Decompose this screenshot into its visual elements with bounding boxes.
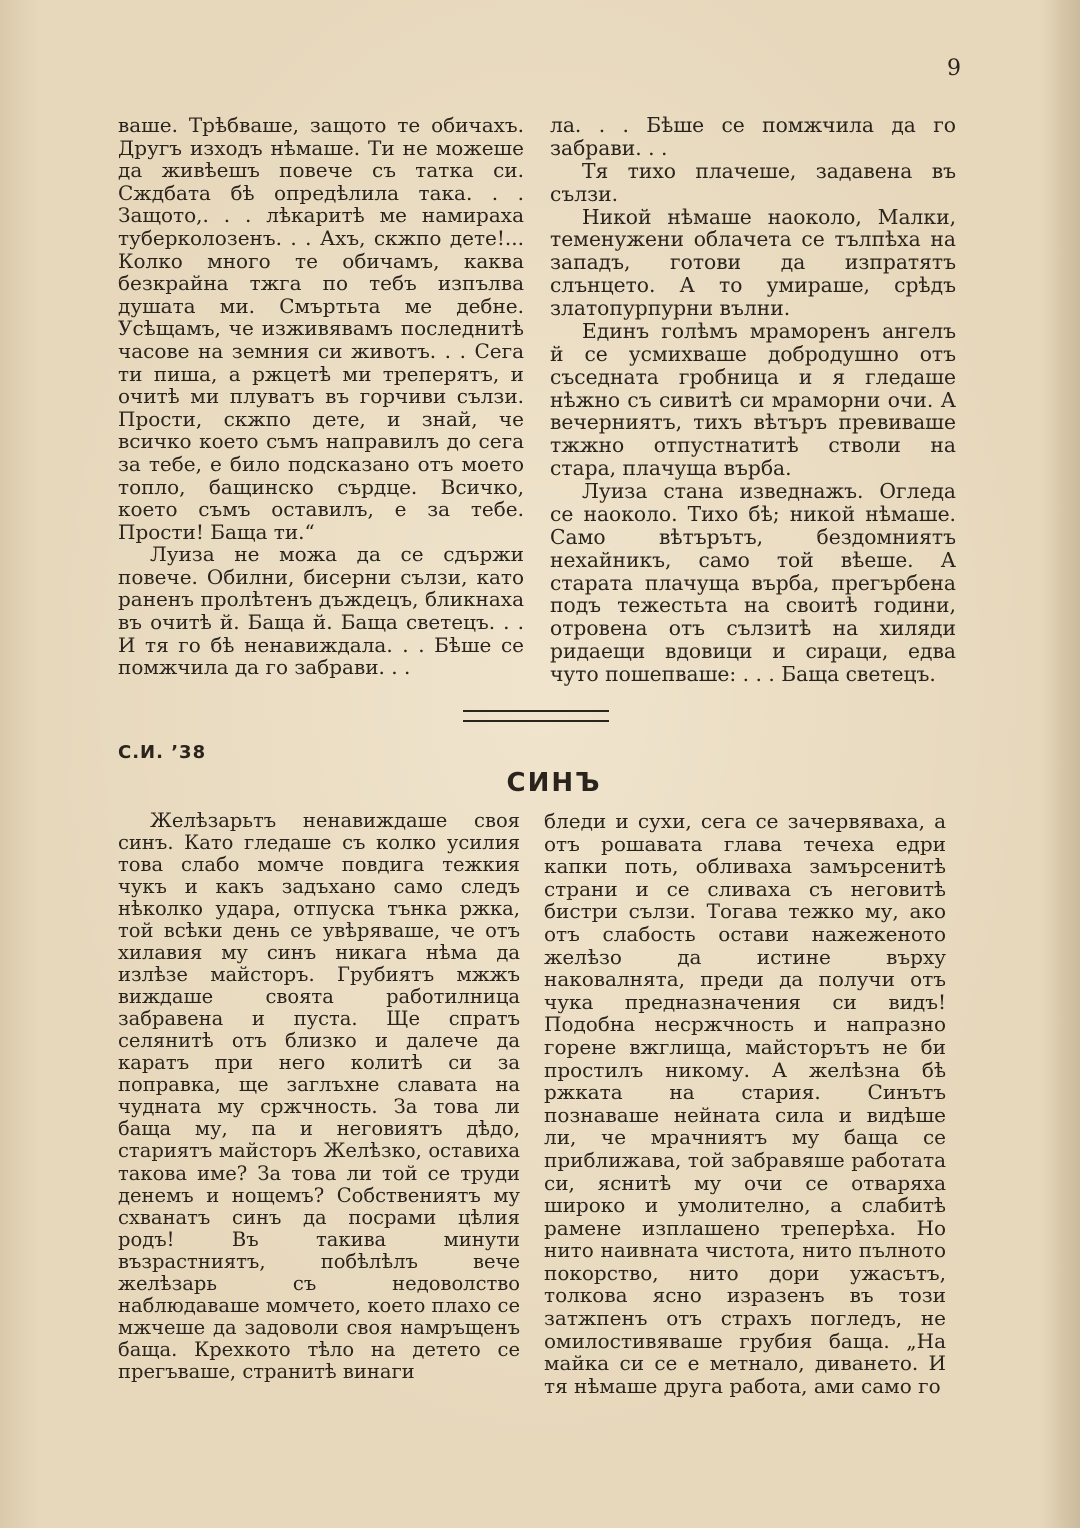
top-left-paragraph-2: Луиза не можа да се сдържи повече. Обилни, бисерни сълзи, като раненъ пролѣтенъ дъждецъ, бликнаха въ очитѣ й. Баща й. Баща светецъ. . . И тя го бѣ ненавиждала. . . Бѣше се помжчила да го забрави. . . bbox=[118, 542, 524, 680]
bottom-right-column bbox=[544, 810, 946, 1397]
bottom-right-paragraph-1: бледи и сухи, сега се зачервяваха, а отъ рошавата глава течеха едри капки поть, обливаха замърсенитѣ страни и се сливаха съ неговитѣ бистри сълзи. Тогава тежко му, ако отъ слабость остави нажеженото желѣзо да истине върху наковалнята, преди да получи отъ чука предназначения си видъ! Подобна несржчность и напразно горене вжглища, майсторътъ не би простилъ никому. А желѣзна бѣ ржката на стария. Синътъ познаваше нейната сила и видѣше ли, че мрачниятъ му баща се приближава, той забравяше работата си, яснитѣ му очи се отваряха широко и умолително, а слабитѣ рамене изплашено треперѣха. Но нито наивната чистота, нито пълното покорство, нито дори ужасътъ, толкова ясно изразенъ въ този затжпенъ отъ страхъ погледъ, не омилостивяваше грубия баща. „На майка си се е метнало, диването. И тя нѣмаше друга работа, ами само го bbox=[544, 809, 946, 1398]
bottom-left-paragraph-1: Желѣзарьтъ ненавиждаше своя синъ. Като гледаше съ колко усилия това слабо момче повдига тежкия чукъ и какъ задъхано само следъ нѣколко удара, отпуска тънка ржка, той всѣки день се увѣряваше, че отъ хилавия му синъ никага нѣма да излѣзе майсторъ. Грубиятъ мжжъ виждаше своята работилница забравена и пуста. Ще спратъ селянитѣ отъ близко и далече да каратъ при него колитѣ си за поправка, ще заглъхне славата на чудната му сржчность. За това ли баща му, па и неговиятъ дѣдо, стариятъ майсторъ Желѣзко, оставиха такова име? За това ли той се труди денемъ и нощемъ? Собствениятъ му схванатъ синъ да посрами цѣлия родъ! Въ такива минути възрастниятъ, побѣлѣлъ вече желѣзарь съ недоволство наблюдаваше момчето, което плахо се мжчеше да задоволи своя намръщенъ баща. Крехкото тѣло на детето се прегъваше, странитѣ винаги bbox=[118, 809, 520, 1383]
page-number: 9 bbox=[947, 56, 962, 81]
section-divider bbox=[463, 710, 609, 722]
top-left-column bbox=[118, 114, 524, 679]
author-signature: С.И. ’38 bbox=[118, 742, 207, 763]
story-title: СИНЪ bbox=[506, 768, 602, 798]
top-right-paragraph-3: Никой нѣмаше наоколо, Малки, теменужени облачета се тълпѣха на западъ, готови да изпратятъ слънцето. А то умираше, срѣдъ златопурпурни вълни. bbox=[550, 204, 956, 320]
top-right-column bbox=[550, 114, 956, 686]
top-left-paragraph-1: ваше. Трѣбваше, защото те обичахъ. Другъ изходъ нѣмаше. Ти не можеше да живѣешъ повече съ татка си. Сждбата бѣ опредѣлила така. . . Защото,. . . лѣкаритѣ ме намираха туберколозенъ. . . Ахъ, скжпо дете!... Колко много те обичамъ, каква безкрайна тжга по тебъ изпълва душата ми. Смъртьта ме дебне. Усѣщамъ, че изживявамъ последнитѣ часове на земния си животъ. . . Сега ти пиша, а ржцетѣ ми треперятъ, и очитѣ ми плуватъ въ горчиви сълзи. Прости, скжпо дете, и знай, че всичко което съмъ направилъ до сега за тебе, е било подсказано отъ моето топло, бащинско сърдце. Всичко, което съмъ оставилъ, е за тебе. Прости! Баща ти.“ bbox=[118, 113, 524, 544]
bottom-left-column bbox=[118, 810, 520, 1383]
top-right-paragraph-5: Луиза стана изведнажъ. Огледа се наоколо. Тихо бѣ; никой нѣмаше. Само вѣтърътъ, бездомниятъ нехайникъ, само той вѣеше. А старата плачуща върба, прегърбена подъ тежестьта на своитѣ години, отровена отъ сълзитѣ на хиляди ридаещи вдовици и сираци, едва чуто пошепваше: . . . Баща светецъ. bbox=[550, 479, 956, 686]
top-right-paragraph-2: Тя тихо плачеше, задавена въ сълзи. bbox=[550, 158, 956, 206]
top-right-paragraph-4: Единъ голѣмъ мраморенъ ангелъ й се усмихваше добродушно отъ съседната гробница и я гледаше нѣжно съ сивитѣ си мраморни очи. А вечерниятъ, тихъ вѣтъръ превиваше тжжно отпустнатитѣ стволи на стара, плачуща върба. bbox=[550, 318, 956, 481]
top-right-paragraph-1: ла. . . Бѣше се помжчила да го забрави. . . bbox=[550, 113, 956, 160]
